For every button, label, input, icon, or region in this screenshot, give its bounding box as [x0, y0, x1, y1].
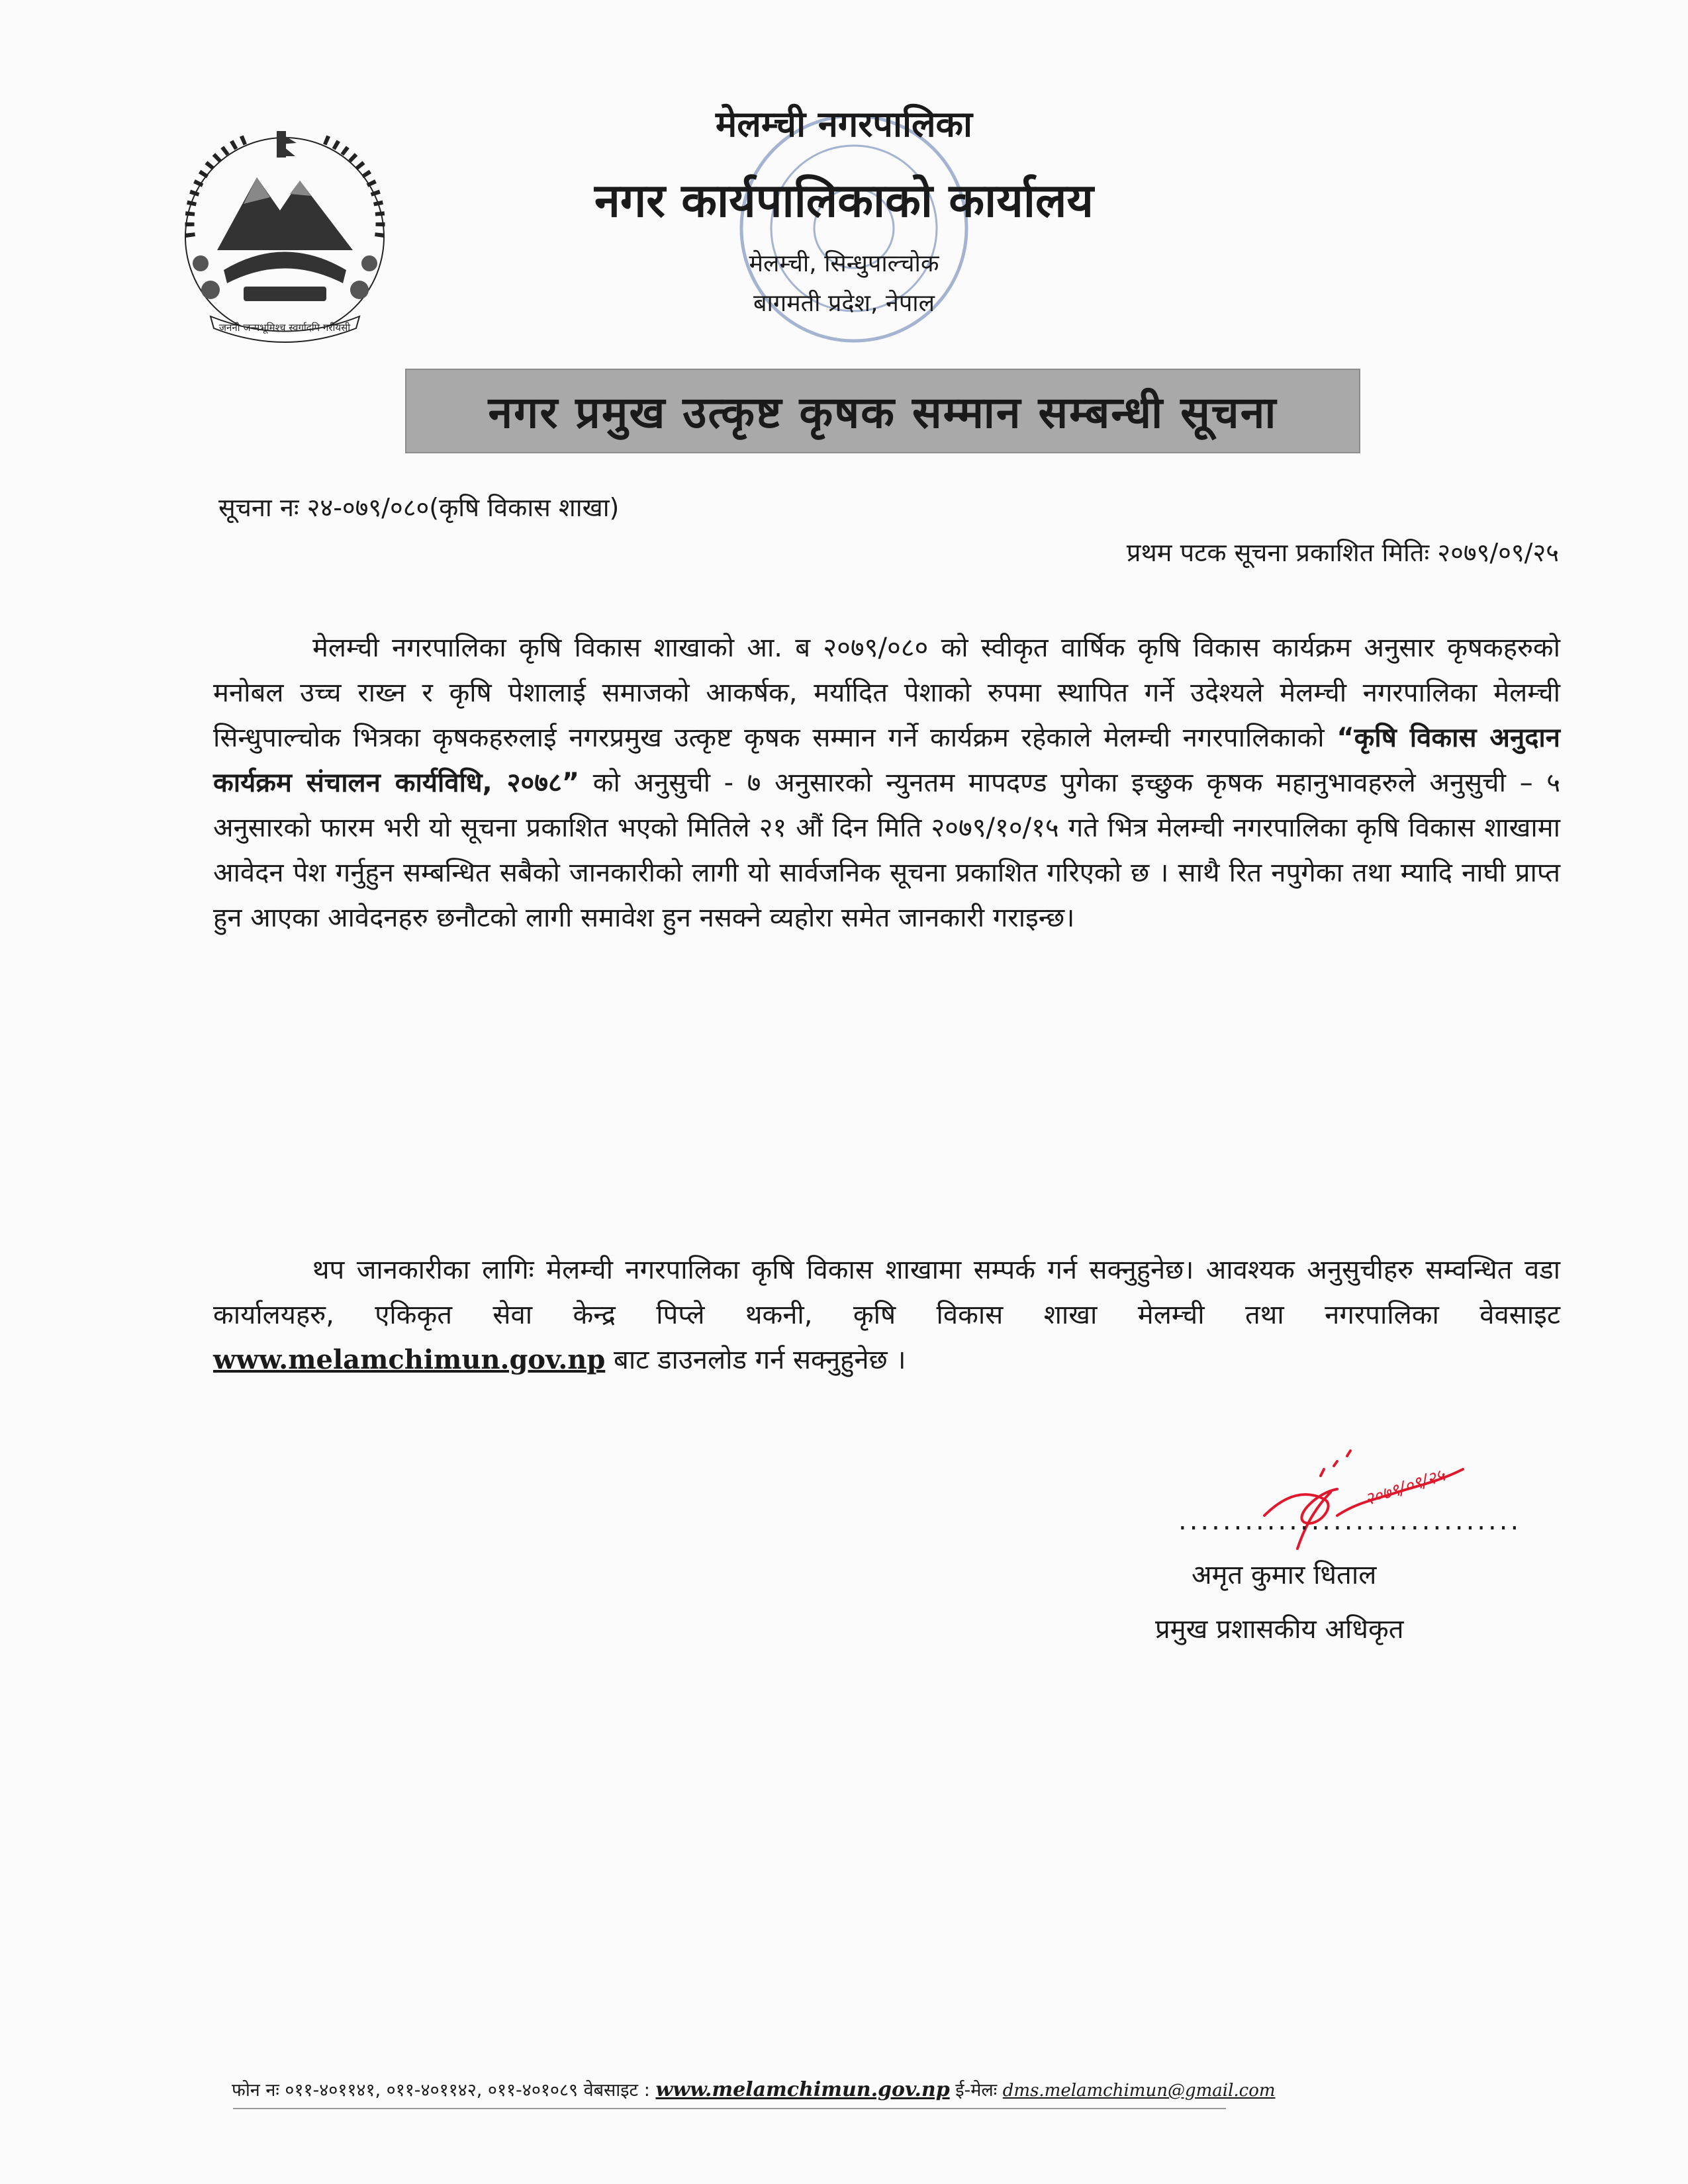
- nepal-emblem-icon: [164, 118, 406, 356]
- footer-website-link[interactable]: www.melamchimun.gov.np: [655, 2078, 950, 2101]
- footer-email-label: ई-मेलः: [955, 2080, 998, 2101]
- notice-number: सूचना नः २४-०७९/०८०(कृषि विकास शाखा): [218, 493, 620, 522]
- office-name: नगर कार्यपालिकाको कार्यालय: [594, 173, 1094, 228]
- notice-title: नगर प्रमुख उत्कृष्ट कृषक सम्मान सम्बन्धी सूचना: [405, 369, 1360, 453]
- signer-name: अमृत कुमार धिताल: [1192, 1560, 1377, 1590]
- first-published-date: प्रथम पटक सूचना प्रकाशित मितिः २०७९/०९/२५: [1126, 538, 1559, 567]
- signer-title: प्रमुख प्रशासकीय अधिकृत: [1155, 1614, 1404, 1645]
- contact-info-paragraph: थप जानकारीका लागिः मेलम्ची नगरपालिका कृषि विकास शाखामा सम्पर्क गर्न सक्नुहुनेछ। आवश्यक अनुसुचीहरु सम्वन्धित वडा कार्यालयहरु, एकिकृत सेवा केन्द्र पिप्ले थकनी, कृषि विकास शाखा मेलम्ची तथा नगरपालिका वेवसाइट www.melamchimun.gov.np बाट डाउनलोड गर्न सक्नुहुनेछ ।: [213, 1255, 1560, 1375]
- svg-text:जननी जन्मभूमिश्च स्वर्गादपि गर: जननी जन्मभूमिश्च स्वर्गादपि गरीयसी: [218, 322, 351, 334]
- office-location: मेलम्ची, सिन्धुपाल्चोक: [749, 250, 939, 277]
- footer-divider: [233, 2108, 1226, 2109]
- footer-contact: [232, 2077, 1276, 2101]
- footer-phone: फोन नः ०११-४०११४१, ०११-४०११४२, ०११-४०१०८९ वेबसाइट :: [232, 2080, 650, 2101]
- notice-body-paragraph: मेलम्ची नगरपालिका कृषि विकास शाखाको आ. ब २०७९/०८० को स्वीकृत वार्षिक कृषि विकास कार्यक्रम अनुसार कृषकहरुको मनोबल उच्च राख्न र कृषि पेशालाई समाजको आकर्षक, मर्यादित पेशाको रुपमा स्थापित गर्ने उदेश्यले मेलम्ची नगरपालिका मेलम्ची सिन्धुपाल्चोक भित्रका कृषकहरुलाई नगरप्रमुख उत्कृष्ट कृषक सम्मान गर्ने कार्यक्रम रहेकाले मेलम्ची नगरपालिकाको “कृषि विकास अनुदान कार्यक्रम संचालन कार्यविधि, २०७८” को अनुसुची - ७ अनुसारको न्युनतम मापदण्ड पुगेका इच्छुक कृषक महानुभावहरुले अनुसुची – ५ अनुसारको फारम भरी यो सूचना प्रकाशित भएको मितिले २१ औं दिन मिति २०७९/१०/१५ गते भित्र मेलम्ची नगरपालिका कृषि विकास शाखामा आवेदन पेश गर्नुहुन सम्बन्धित सबैको जानकारीको लागी यो सार्वजनिक सूचना प्रकाशित गरिएको छ । साथै रित नपुगेका तथा म्यादि नाघी प्राप्त हुन आएका आवेदनहरु छनौटको लागी समावेश हुन नसक्ने व्यहोरा समेत जानकारी गराइन्छ।: [213, 633, 1561, 933]
- svg-text:२०७९/०९/२५: २०७९/०९/२५: [1362, 1465, 1448, 1510]
- footer-email-link[interactable]: dms.melamchimun@gmail.com: [1002, 2081, 1276, 2101]
- municipality-name: मेलम्ची नगरपालिका: [715, 103, 973, 145]
- procedure-name: “कृषि विकास अनुदान कार्यक्रम संचालन कार्यविधि, २०७८”: [213, 723, 1560, 798]
- handwritten-signature: [1258, 1436, 1483, 1562]
- website-link[interactable]: www.melamchimun.gov.np: [213, 1344, 606, 1375]
- office-province: बागमती प्रदेश, नेपाल: [753, 290, 935, 317]
- signature-line: ...............................: [1178, 1506, 1522, 1536]
